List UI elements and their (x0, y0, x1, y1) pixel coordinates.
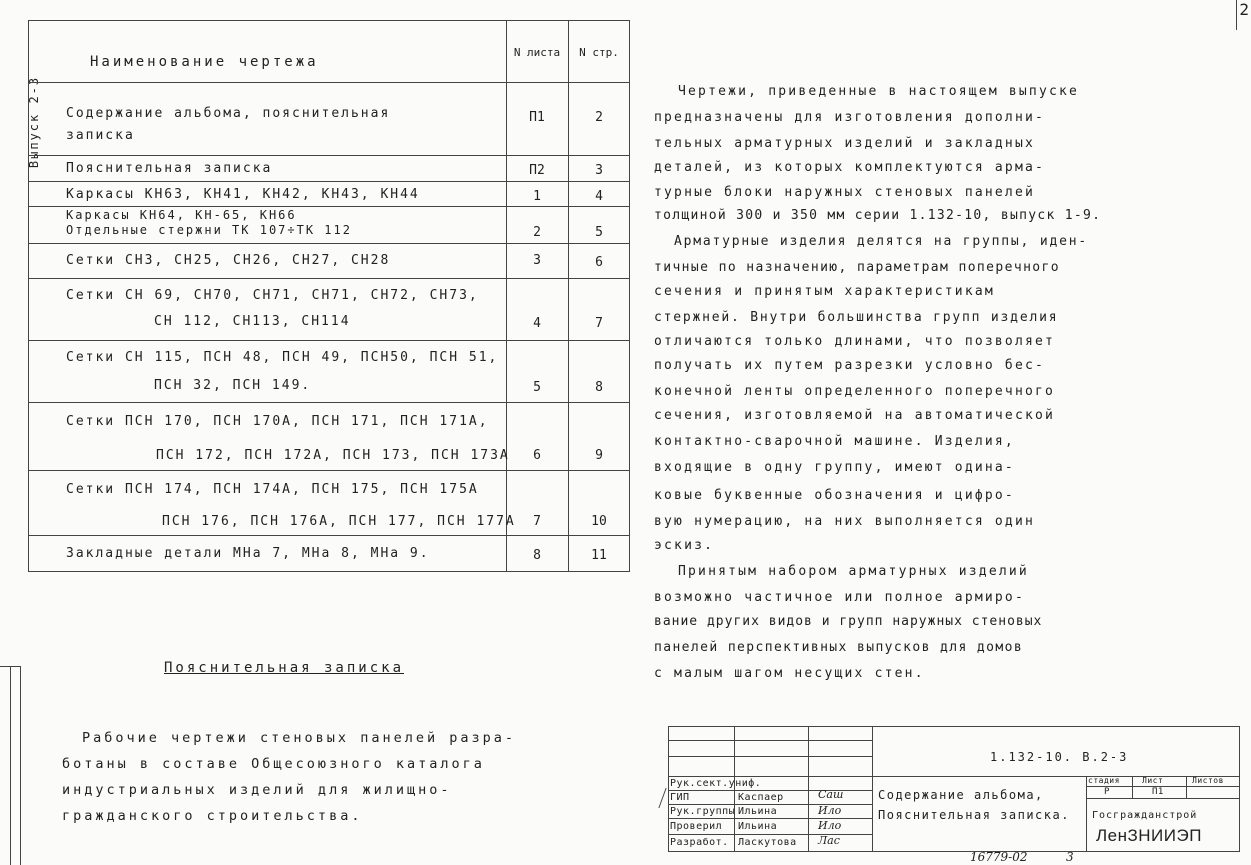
signature: Ило (818, 819, 842, 832)
toc-row-page: 3 (595, 163, 603, 178)
role-label: Рук.группы (670, 806, 736, 817)
toc-row-page: 6 (595, 255, 603, 270)
toc-row-title: Пояснительная записка (66, 161, 273, 176)
signature: Лас (818, 834, 840, 847)
toc-row-sheet: 1 (533, 189, 541, 204)
role-label: Разработ. (670, 837, 729, 848)
toc-row-page: 9 (595, 448, 603, 463)
text-line: Чертежи, приведенные в настоящем выпуске (678, 84, 1080, 99)
text-line: отличаются только длинами, что позволяет (654, 334, 1056, 349)
person-name: Каспаер (738, 792, 784, 803)
sheet-value: П1 (1152, 787, 1164, 797)
toc-row-sheet: 3 (533, 253, 541, 268)
toc-row-title: Сетки СН3, СН25, СН26, СН27, СН28 (66, 253, 391, 268)
toc-row-title: Сетки СН 115, ПСН 48, ПСН 49, ПСН50, ПСН 51, (66, 350, 499, 365)
note-title: Пояснительная записка (164, 660, 405, 676)
text-line: с малым шагом несущих стен. (654, 666, 925, 681)
toc-row-page: 4 (595, 189, 603, 204)
toc-row-title: Сетки ПСН 174, ПСН 174А, ПСН 175, ПСН 175А (66, 482, 479, 497)
toc-row-sheet: 7 (533, 514, 541, 529)
signature: Саш (818, 788, 844, 801)
document-title: Содержание альбома, (878, 788, 1044, 802)
document-title: Пояснительная записка. (878, 808, 1070, 822)
text-line: сечения, изготовляемой на автоматической (654, 408, 1056, 423)
organization-line: Госгражданстрой (1092, 810, 1198, 821)
sheet-header: Лист (1142, 776, 1164, 785)
text-line: деталей, из которых комплектуются арма- (654, 160, 1046, 175)
text-line: получать их путем разрезки условно бес- (654, 358, 1046, 373)
toc-row-sheet: 5 (533, 380, 541, 395)
signature: Ило (818, 804, 842, 817)
toc-row-title: Содержание альбома, пояснительная (66, 106, 391, 121)
toc-row-page: 10 (591, 514, 607, 529)
toc-row-sheet: П2 (529, 163, 545, 178)
toc-row-title: Закладные детали МНа 7, МНа 8, МНа 9. (66, 546, 430, 561)
text-line: ковые буквенные обозначения и цифро- (654, 488, 1015, 503)
text-line: Рабочие чертежи стеновых панелей разра- (82, 730, 516, 746)
toc-row-sheet: 2 (533, 225, 541, 240)
text-line: индустриальных изделий для жилищно- (62, 782, 452, 798)
text-line: возможно частичное или полное армиро- (654, 590, 1025, 605)
text-line: Принятым набором арматурных изделий (678, 564, 1029, 579)
toc-row-title: ПСН 176, ПСН 176А, ПСН 177, ПСН 177А (162, 514, 516, 529)
text-line: гражданского строительства. (62, 808, 363, 824)
text-line: ботаны в составе Общесоюзного каталога (62, 756, 485, 772)
text-line: вание других видов и групп наружных стеновых (654, 614, 1043, 629)
text-line: толщиной 300 и 350 мм серии 1.132-10, выпуск 1-9. (654, 208, 1102, 223)
title-block (668, 726, 1240, 852)
document-code: 1.132-10. В.2-3 (990, 750, 1129, 764)
text-line: панелей перспективных выпусков для домов (654, 640, 1024, 655)
issue-side-label: Выпуск 2-3 (27, 75, 42, 169)
archive-number: 16779-02 (970, 850, 1028, 864)
toc-row-sheet: 6 (533, 448, 541, 463)
header-sheet-no: N листа (513, 46, 561, 59)
toc-row-sheet: 4 (533, 316, 541, 331)
text-line: эскиз. (654, 538, 715, 553)
toc-row-title: Сетки ПСН 170, ПСН 170А, ПСН 171, ПСН 171А, (66, 414, 489, 429)
toc-row-title: Каркасы КН64, КН-65, КН66 (66, 208, 297, 222)
footer-page-number: 3 (1066, 850, 1074, 864)
text-line: тельных арматурных изделий и закладных (654, 136, 1036, 151)
corner-divider (1236, 0, 1237, 30)
person-name: Ильина (738, 806, 778, 817)
toc-row-title: Сетки СН 69, СН70, СН71, СН71, СН72, СН73, (66, 288, 479, 303)
toc-row-title: СН 112, СН113, СН114 (154, 314, 351, 329)
toc-row-title: записка (66, 128, 135, 143)
stage-value: Р (1104, 787, 1110, 797)
toc-row-page: 2 (595, 110, 603, 125)
page-number-mark: 2 (1239, 0, 1249, 19)
toc-row-sheet: П1 (529, 110, 545, 125)
role-label: ГИП (670, 792, 690, 803)
role-label: Проверил (670, 821, 723, 832)
text-line: тичные по назначению, параметрам поперечного (654, 260, 1060, 275)
person-name: Ильина (738, 821, 778, 832)
text-line: входящие в одну группу, имеют одина- (654, 460, 1015, 475)
stage-header: стадия (1088, 776, 1120, 785)
toc-row-title: ПСН 32, ПСН 149. (154, 378, 312, 393)
toc-row-title: Отдельные стержни ТК 107÷ТК 112 (66, 223, 352, 237)
toc-row-sheet: 8 (533, 548, 541, 563)
text-line: Арматурные изделия делятся на группы, иден- (674, 234, 1088, 249)
contents-table (28, 20, 630, 572)
text-line: контактно-сварочной машине. Изделия, (654, 434, 1015, 449)
toc-row-page: 11 (591, 548, 607, 563)
toc-row-page: 8 (595, 380, 603, 395)
sheets-header: Листов (1192, 776, 1224, 785)
text-line: стержней. Внутри большинства групп изделия (654, 310, 1059, 325)
toc-row-title: ПСН 172, ПСН 172А, ПСН 173, ПСН 173А (156, 448, 510, 463)
organization-name: ЛенЗНИИЭП (1096, 826, 1202, 845)
person-name: Ласкутова (738, 837, 797, 848)
toc-row-title: Каркасы КН63, КН41, КН42, КН43, КН44 (66, 187, 420, 202)
toc-row-page: 5 (595, 225, 603, 240)
text-line: предназначены для изготовления дополни- (654, 110, 1046, 125)
text-line: сечения и принятым характеристикам (654, 284, 995, 299)
toc-row-page: 7 (595, 316, 603, 331)
header-page-no: N стр. (579, 46, 619, 59)
text-line: вую нумерацию, на них выполняется один (654, 514, 1036, 529)
left-stamp-column (0, 666, 21, 865)
text-line: конечной ленты определенного поперечного (654, 384, 1056, 399)
role-label: Рук.сект.униф. (670, 778, 762, 789)
text-line: турные блоки наружных стеновых панелей (654, 185, 1036, 200)
header-drawing-name: Наименование чертежа (90, 54, 319, 70)
